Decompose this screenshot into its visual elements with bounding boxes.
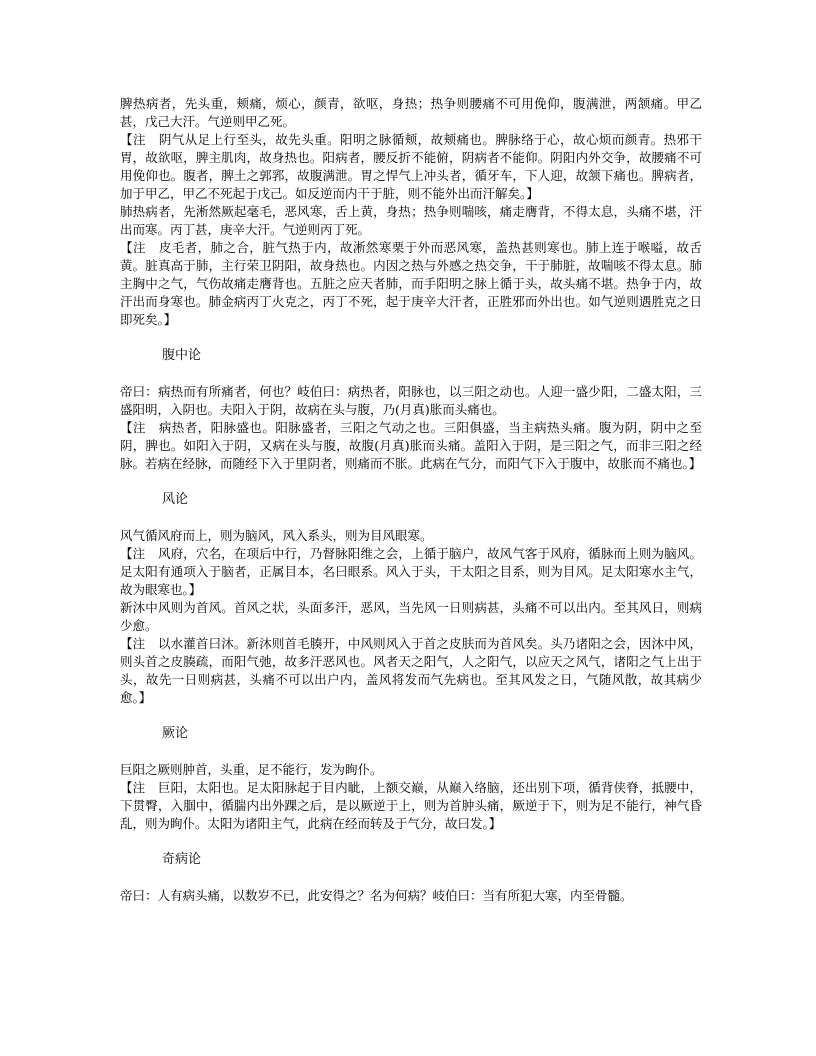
paragraph-feng-1: 风气循风府而上，则为脑风，风入系头，则为目风眼寒。 bbox=[120, 528, 433, 543]
document-page bbox=[120, 95, 702, 905]
paragraph-jue: 巨阳之厥则肿首，头重，足不能行，发为眴仆。 bbox=[120, 762, 383, 777]
section-heading-qibing: 奇病论 bbox=[162, 852, 202, 867]
commentary-spleen-heat: 【注 阴气从足上行至头，故先头重。阳明之脉循颊，故颊痛也。脾脉络于心，故心烦而颜青。热邪干胃，故欲呕，脾主肌肉，故身热也。阳病者，腰反折不能俯，阴病者不能仰。阴阳内外交争，故腰痛不可用俛仰也。腹者，脾土之郭郛，故腹满泄。胃之悍气上冲头者，循牙车，下人迎，故颔下痛也。脾病者，加于甲乙，甲乙不死起于戊己。如反逆而内干于脏，则不能外出而汗解矣。】 bbox=[120, 132, 702, 201]
commentary-lung-heat: 【注 皮毛者，肺之合，脏气热于内，故淅然寒栗于外而恶风寒，盖热甚则寒也。肺上连于喉嗌，故舌黄。脏真高于肺，主行荣卫阴阳，故身热也。内因之热与外感之热交争，干于肺脏，故喘咳不得太息。肺主胸中之气，气伤故痛走膺背也。五脏之应天者肺，而手阳明之脉上循于头，故头痛不堪。热争于内，故汗出而身寒也。肺金病丙丁火克之，丙丁不死，起于庚辛大汗者，正胜邪而外出也。如气逆则遇胜克之日即死矣。】 bbox=[120, 240, 702, 327]
section-heading-feng: 风论 bbox=[162, 492, 189, 507]
paragraph-lung-heat: 肺热病者，先淅然厥起毫毛，恶风寒，舌上黄，身热；热争则喘咳，痛走膺背，不得太息，头痛不堪，汗出而寒。丙丁甚，庚辛大汗。气逆则丙丁死。 bbox=[120, 204, 702, 237]
commentary-feng-1: 【注 风府，穴名，在项后中行，乃督脉阳维之会，上循于脑户，故风气客于风府，循脉而上则为脑风。足太阳有通项入于脑者，正属目本，名曰眼系。风入于头，干太阳之目系，则为目风。足太阳寒水主气，故为眼寒也。】 bbox=[120, 546, 702, 597]
paragraph-qibing: 帝曰：人有病头痛，以数岁不已，此安得之？名为何病？岐伯曰：当有所犯大寒，内至骨髓。 bbox=[120, 888, 633, 903]
commentary-fuzhong: 【注 病热者，阳脉盛也。阳脉盛者，三阳之气动之也。三阳俱盛，当主病热头痛。腹为阴，阴中之至阴，脾也。如阳入于阴，又病在头与腹，故腹(月真)胀而头痛。盖阳入于阴，是三阳之气，而非三阳之经脉。若病在经脉，而随经下入于里阴者，则痛而不胀。此病在气分，而阳气下入于腹中，故胀而不痛也。】 bbox=[120, 420, 702, 471]
paragraph-feng-2: 新沐中风则为首风。首风之状，头面多汗，恶风，当先风一日则病甚，头痛不可以出内。至其风日，则病少愈。 bbox=[120, 600, 702, 633]
paragraph-spleen-heat: 脾热病者，先头重，颊痛，烦心，颜青，欲呕，身热；热争则腰痛不可用俛仰，腹满泄，两颔痛。甲乙甚，戊己大汗。气逆则甲乙死。 bbox=[120, 96, 702, 129]
section-heading-jue: 厥论 bbox=[162, 726, 189, 741]
commentary-jue: 【注 巨阳，太阳也。足太阳脉起于目内眦，上额交巅，从巅入络脑，还出别下项，循背侠脊，抵腰中，下贯臀，入腘中，循腨内出外踝之后，是以厥逆于上，则为首肿头痛，厥逆于下，则为足不能行，神气昏乱，则为眴仆。太阳为诸阳主气，此病在经而转及于气分，故曰发。】 bbox=[120, 780, 702, 831]
commentary-feng-2: 【注 以水灌首曰沐。新沐则首毛腠开，中风则风入于首之皮肤而为首风矣。头乃诸阳之会，因沐中风，则头首之皮腠疏，而阳气弛，故多汗恶风也。风者天之阳气，人之阳气，以应天之风气，诸阳之气上出于头，故先一日则病甚，头痛不可以出户内，盖风将发而气先病也。至其风发之日，气随风散，故其病少愈。】 bbox=[120, 636, 702, 705]
paragraph-fuzhong: 帝曰：病热而有所痛者，何也？岐伯曰：病热者，阳脉也，以三阳之动也。人迎一盛少阳，二盛太阳，三盛阳明，入阴也。夫阳入于阴，故病在头与腹，乃(月真)胀而头痛也。 bbox=[120, 384, 702, 417]
section-heading-fuzhong: 腹中论 bbox=[162, 348, 202, 363]
